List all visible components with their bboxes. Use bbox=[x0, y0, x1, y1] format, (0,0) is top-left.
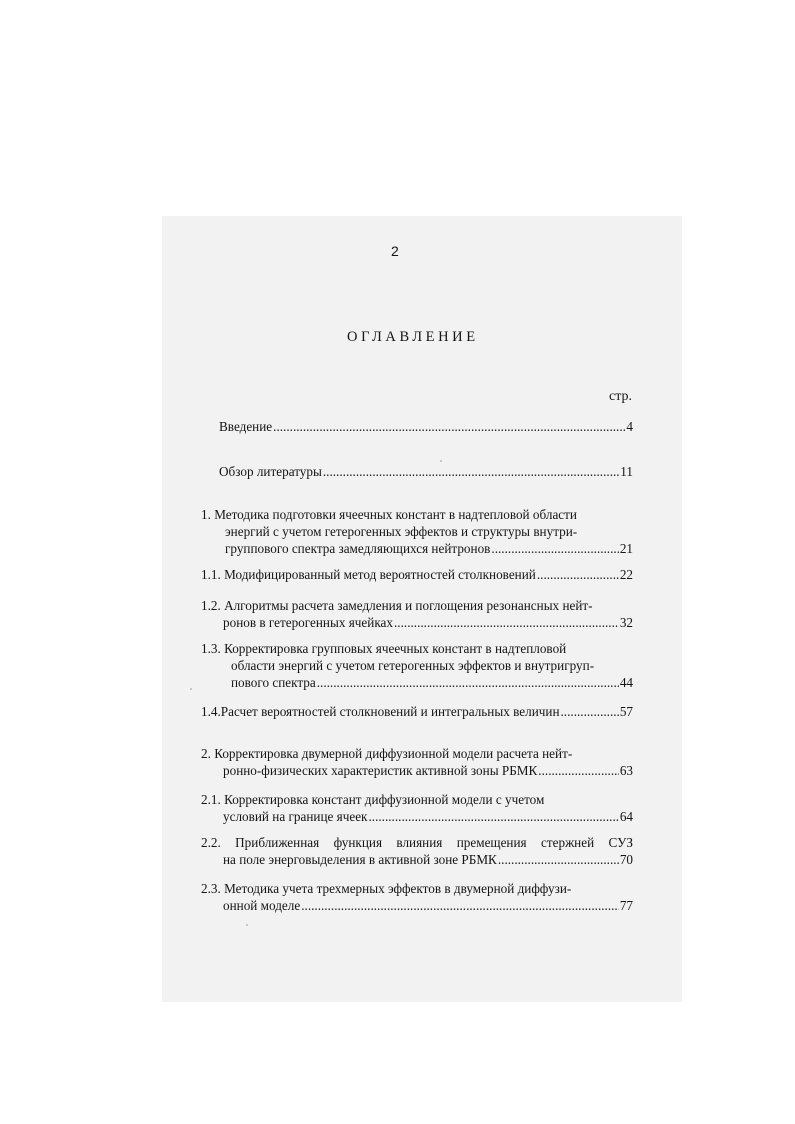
toc-page-number: 57 bbox=[619, 704, 633, 719]
toc-page-number: 32 bbox=[619, 615, 633, 630]
toc-word: влияния bbox=[396, 835, 443, 850]
toc-entry-text: энергий с учетом гетерогенных эффектов и структуры внутри- bbox=[225, 524, 578, 539]
toc-page-number: 63 bbox=[619, 763, 633, 778]
toc-line bbox=[201, 506, 633, 523]
toc-entry-text: области энергий с учетом гетерогенных эффектов и внутригруп- bbox=[231, 658, 595, 673]
toc-entry-section-2-2 bbox=[201, 834, 633, 868]
toc-line bbox=[201, 674, 633, 691]
toc-entry-text: Обзор литературы bbox=[219, 464, 322, 479]
toc-page-number: 21 bbox=[619, 541, 633, 556]
toc-entry-text: пового спектра bbox=[231, 675, 316, 690]
toc-entry-section-1-3 bbox=[201, 640, 633, 691]
dot-leader bbox=[301, 897, 619, 914]
page-number: 2 bbox=[391, 243, 399, 259]
toc-line bbox=[201, 540, 633, 557]
toc-line bbox=[201, 808, 633, 825]
toc-entry-review bbox=[201, 463, 633, 480]
toc-entry-text: онной моделе bbox=[223, 898, 301, 913]
toc-entry-text: на поле энерговыделения в активной зоне РБМК bbox=[223, 852, 497, 867]
toc-entry-section-1-1 bbox=[201, 566, 633, 583]
toc-line bbox=[201, 463, 633, 480]
toc-entry-section-2-3 bbox=[201, 880, 633, 914]
toc-entry-section-1-4 bbox=[201, 703, 633, 720]
dot-leader bbox=[323, 463, 619, 480]
toc-entry-text: 1.1. Модифицированный метод вероятностей столкновений bbox=[201, 567, 536, 582]
dot-leader bbox=[394, 614, 619, 631]
toc-entry-section-2-1 bbox=[201, 791, 633, 825]
toc-word: 2.2. bbox=[201, 835, 221, 850]
toc-line bbox=[201, 640, 633, 657]
dot-leader bbox=[273, 418, 625, 435]
toc-word: стержней bbox=[541, 835, 595, 850]
toc-entry-text: 1.4.Расчет вероятностей столкновений и интегральных величин bbox=[201, 704, 560, 719]
scan-speck bbox=[190, 688, 192, 690]
dot-leader bbox=[491, 540, 618, 557]
toc-word: премещения bbox=[456, 835, 527, 850]
toc-entry-text: группового спектра замедляющихся нейтронов bbox=[225, 541, 491, 556]
toc-entry-intro bbox=[201, 418, 633, 435]
toc-entry-text: 2.3. Методика учета трехмерных эффектов в двумерной диффузи- bbox=[201, 881, 572, 896]
toc-line bbox=[201, 897, 633, 914]
page-column-label: стр. bbox=[609, 389, 633, 404]
toc-line bbox=[201, 762, 633, 779]
toc-line bbox=[201, 703, 633, 720]
toc-entry-chapter-1 bbox=[201, 506, 633, 557]
toc-line bbox=[201, 523, 633, 540]
dot-leader bbox=[498, 851, 619, 868]
toc-entry-chapter-2 bbox=[201, 745, 633, 779]
toc-entry-text: 2.1. Корректировка констант диффузионной модели с учетом bbox=[201, 792, 545, 807]
toc-word: Приближенная bbox=[235, 835, 320, 850]
toc-entry-section-1-2 bbox=[201, 597, 633, 631]
toc-entry-text: 1.2. Алгоритмы расчета замедления и поглощения резонансных нейт- bbox=[201, 598, 593, 613]
toc-page-number: 70 bbox=[619, 852, 633, 867]
dot-leader bbox=[561, 703, 619, 720]
toc-entry-text: Введение bbox=[219, 419, 273, 434]
toc-page-number: 4 bbox=[626, 419, 633, 434]
toc-entry-text: ронно-физических характеристик активной зоны РБМК bbox=[223, 763, 538, 778]
toc-page-number: 22 bbox=[619, 567, 633, 582]
toc-line bbox=[201, 745, 633, 762]
scan-speck bbox=[440, 460, 442, 462]
toc-line bbox=[201, 880, 633, 897]
toc-entry-text: 2. Корректировка двумерной диффузионной модели расчета нейт- bbox=[201, 746, 573, 761]
toc-page-number: 11 bbox=[620, 464, 633, 479]
toc-line bbox=[201, 614, 633, 631]
toc-page-number: 44 bbox=[619, 675, 633, 690]
toc-line bbox=[201, 834, 633, 851]
page-title: ОГЛАВЛЕНИЕ bbox=[347, 329, 479, 345]
toc-word: функция bbox=[333, 835, 383, 850]
toc-word: СУЗ bbox=[608, 835, 633, 850]
dot-leader bbox=[368, 808, 618, 825]
toc-line bbox=[201, 418, 633, 435]
dot-leader bbox=[317, 674, 619, 691]
dot-leader bbox=[537, 566, 619, 583]
toc-line bbox=[201, 791, 633, 808]
dot-leader bbox=[538, 762, 619, 779]
toc-line bbox=[201, 851, 633, 868]
toc-page-number: 64 bbox=[619, 809, 633, 824]
toc-line bbox=[201, 566, 633, 583]
toc-entry-text: ронов в гетерогенных ячейках bbox=[223, 615, 393, 630]
toc-entry-text: условий на границе ячеек bbox=[223, 809, 368, 824]
toc-line bbox=[201, 597, 633, 614]
toc-entry-text: 1.3. Корректировка групповых ячеечных констант в надтепловой bbox=[201, 641, 567, 656]
scan-speck bbox=[246, 924, 248, 926]
toc-line bbox=[201, 657, 633, 674]
toc-entry-text: 1. Методика подготовки ячеечных констант в надтепловой области bbox=[201, 507, 577, 522]
toc-page-number: 77 bbox=[619, 898, 633, 913]
